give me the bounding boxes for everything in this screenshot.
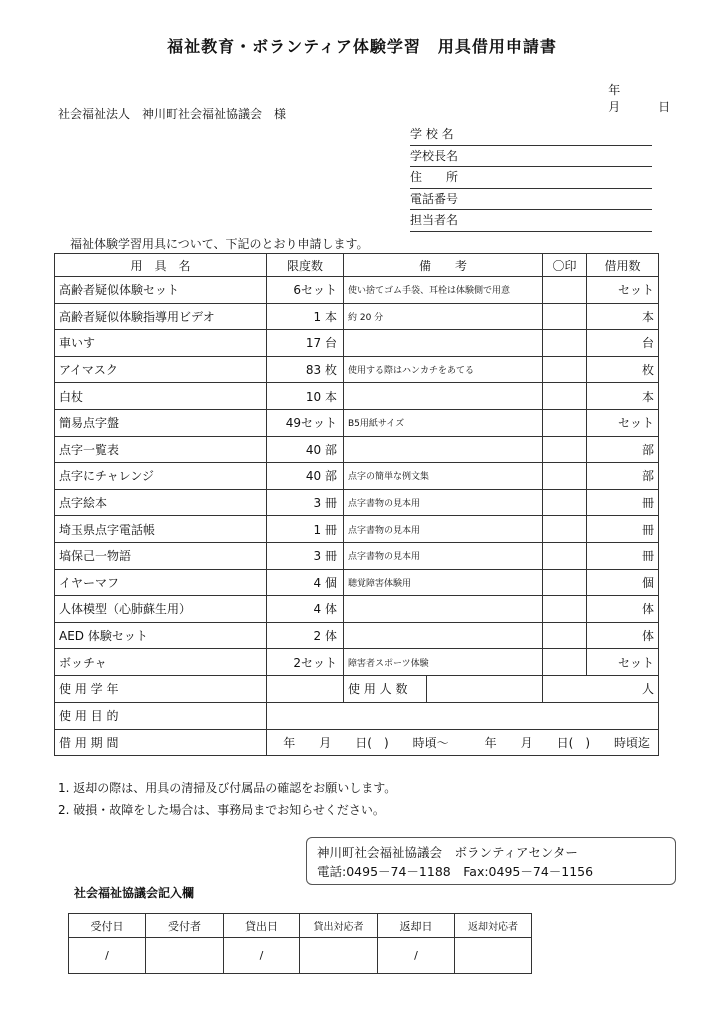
contact-org: 神川町社会福祉協議会 ボランティアセンター bbox=[317, 845, 578, 860]
item-name: 塙保己一物語 bbox=[55, 542, 267, 569]
date-day: 日 bbox=[658, 100, 671, 114]
people-label bbox=[344, 675, 543, 702]
office-lend-staff[interactable] bbox=[300, 938, 378, 974]
item-note bbox=[344, 330, 543, 357]
header-mark: 〇印 bbox=[543, 254, 587, 277]
item-note: 障害者スポーツ体験 bbox=[344, 649, 543, 676]
item-quantity-unit[interactable]: セット bbox=[587, 649, 659, 676]
item-limit: 1 冊 bbox=[267, 516, 344, 543]
item-note: B5用紙サイズ bbox=[344, 409, 543, 436]
principal-name-field[interactable]: 学校長名 bbox=[410, 146, 652, 168]
table-row bbox=[55, 330, 659, 357]
item-note bbox=[344, 383, 543, 410]
contact-phone: 電話:0495－74－1188 Fax:0495－74－1156 bbox=[317, 864, 594, 879]
table-row bbox=[55, 622, 659, 649]
header-item-name: 用 具 名 bbox=[55, 254, 267, 277]
item-limit: 2 体 bbox=[267, 622, 344, 649]
item-mark[interactable] bbox=[543, 330, 587, 357]
period-input[interactable]: 年 月 日( ) 時頃～ 年 月 日( ) 時頃迄 bbox=[267, 729, 659, 756]
item-limit: 4 体 bbox=[267, 596, 344, 623]
table-row bbox=[55, 596, 659, 623]
item-mark[interactable] bbox=[543, 596, 587, 623]
grade-input[interactable] bbox=[267, 675, 344, 702]
office-received-date[interactable]: / bbox=[69, 938, 146, 974]
item-name: 点字一覧表 bbox=[55, 436, 267, 463]
addressee: 社会福祉法人 神川町社会福祉協議会 様 bbox=[58, 107, 287, 121]
item-name: 高齢者疑似体験指導用ビデオ bbox=[55, 303, 267, 330]
item-limit: 10 本 bbox=[267, 383, 344, 410]
item-quantity-unit[interactable]: 部 bbox=[587, 463, 659, 490]
item-name: 埼玉県点字電話帳 bbox=[55, 516, 267, 543]
item-quantity-unit[interactable]: 枚 bbox=[587, 356, 659, 383]
item-limit: 40 部 bbox=[267, 463, 344, 490]
item-quantity-unit[interactable]: 冊 bbox=[587, 489, 659, 516]
school-name-field[interactable]: 学 校 名 bbox=[410, 124, 652, 146]
item-note: 使い捨てゴム手袋、耳栓は体験側で用意 bbox=[344, 277, 543, 304]
header-limit: 限度数 bbox=[267, 254, 344, 277]
item-mark[interactable] bbox=[543, 277, 587, 304]
contact-box bbox=[306, 837, 676, 885]
purpose-row bbox=[55, 702, 659, 729]
item-mark[interactable] bbox=[543, 463, 587, 490]
item-name: 高齢者疑似体験セット bbox=[55, 277, 267, 304]
item-limit: 83 枚 bbox=[267, 356, 344, 383]
table-row bbox=[55, 649, 659, 676]
item-note bbox=[344, 596, 543, 623]
item-quantity-unit[interactable]: セット bbox=[587, 277, 659, 304]
item-mark[interactable] bbox=[543, 436, 587, 463]
applicant-fields bbox=[410, 124, 652, 232]
item-quantity-unit[interactable]: 台 bbox=[587, 330, 659, 357]
item-name: アイマスク bbox=[55, 356, 267, 383]
item-name: 人体模型（心肺蘇生用） bbox=[55, 596, 267, 623]
item-limit: 2セット bbox=[267, 649, 344, 676]
date-year: 年 bbox=[608, 83, 621, 97]
item-mark[interactable] bbox=[543, 622, 587, 649]
item-limit: 3 冊 bbox=[267, 542, 344, 569]
item-limit: 40 部 bbox=[267, 436, 344, 463]
office-header-lend-staff: 貸出対応者 bbox=[300, 914, 378, 938]
table-row bbox=[55, 516, 659, 543]
equipment-table bbox=[54, 253, 659, 756]
office-section-title: 社会福祉協議会記入欄 bbox=[74, 886, 195, 900]
table-row bbox=[55, 383, 659, 410]
item-name: 白杖 bbox=[55, 383, 267, 410]
table-row bbox=[55, 489, 659, 516]
office-lend-date[interactable]: / bbox=[224, 938, 300, 974]
office-return-date[interactable]: / bbox=[378, 938, 455, 974]
date-month: 月 bbox=[608, 100, 621, 114]
item-mark[interactable] bbox=[543, 542, 587, 569]
item-mark[interactable] bbox=[543, 383, 587, 410]
intro-text: 福祉体験学習用具について、下記のとおり申請します。 bbox=[70, 237, 369, 251]
item-mark[interactable] bbox=[543, 303, 587, 330]
table-row bbox=[55, 569, 659, 596]
item-mark[interactable] bbox=[543, 649, 587, 676]
office-value-row bbox=[69, 938, 532, 974]
people-label-text: 使 用 人 数 bbox=[344, 676, 427, 702]
phone-field[interactable]: 電話番号 bbox=[410, 189, 652, 211]
item-limit: 6セット bbox=[267, 277, 344, 304]
notes bbox=[58, 777, 396, 821]
office-header-lend-date: 貸出日 bbox=[224, 914, 300, 938]
people-input[interactable] bbox=[427, 676, 542, 702]
item-limit: 49セット bbox=[267, 409, 344, 436]
purpose-label: 使 用 目 的 bbox=[55, 702, 267, 729]
table-row bbox=[55, 277, 659, 304]
item-note: 点字書物の見本用 bbox=[344, 489, 543, 516]
office-header-receiver: 受付者 bbox=[146, 914, 224, 938]
item-name: ボッチャ bbox=[55, 649, 267, 676]
item-name: 点字にチャレンジ bbox=[55, 463, 267, 490]
table-row bbox=[55, 303, 659, 330]
item-quantity-unit[interactable]: 体 bbox=[587, 622, 659, 649]
item-limit: 17 台 bbox=[267, 330, 344, 357]
item-note: 約 20 分 bbox=[344, 303, 543, 330]
header-quantity: 借用数 bbox=[587, 254, 659, 277]
table-row bbox=[55, 542, 659, 569]
note-return: 1. 返却の際は、用具の清掃及び付属品の確認をお願いします。 bbox=[58, 781, 397, 795]
grade-people-row bbox=[55, 675, 659, 702]
item-mark[interactable] bbox=[543, 489, 587, 516]
item-mark[interactable] bbox=[543, 569, 587, 596]
date-line bbox=[608, 81, 671, 115]
item-note: 聴覚障害体験用 bbox=[344, 569, 543, 596]
item-quantity-unit[interactable]: 体 bbox=[587, 596, 659, 623]
item-quantity-unit[interactable]: 本 bbox=[587, 303, 659, 330]
item-note: 使用する際はハンカチをあてる bbox=[344, 356, 543, 383]
office-header-row bbox=[69, 914, 532, 938]
item-name: イヤーマフ bbox=[55, 569, 267, 596]
item-quantity-unit[interactable]: 部 bbox=[587, 436, 659, 463]
item-limit: 4 個 bbox=[267, 569, 344, 596]
office-header-return-staff: 返却対応者 bbox=[455, 914, 532, 938]
office-header-received-date: 受付日 bbox=[69, 914, 146, 938]
item-mark[interactable] bbox=[543, 409, 587, 436]
item-note: 点字書物の見本用 bbox=[344, 542, 543, 569]
office-table bbox=[68, 913, 532, 974]
form-title: 福祉教育・ボランティア体験学習 用具借用申請書 bbox=[167, 37, 557, 56]
item-name: AED 体験セット bbox=[55, 622, 267, 649]
table-header-row bbox=[55, 254, 659, 277]
table-row bbox=[55, 436, 659, 463]
table-row bbox=[55, 463, 659, 490]
item-limit: 1 本 bbox=[267, 303, 344, 330]
people-unit[interactable]: 人 bbox=[543, 675, 659, 702]
contact-person-field[interactable]: 担当者名 bbox=[410, 210, 652, 232]
item-mark[interactable] bbox=[543, 516, 587, 543]
address-field[interactable]: 住 所 bbox=[410, 167, 652, 189]
office-receiver[interactable] bbox=[146, 938, 224, 974]
item-name: 車いす bbox=[55, 330, 267, 357]
period-row bbox=[55, 729, 659, 756]
item-note: 点字書物の見本用 bbox=[344, 516, 543, 543]
item-note bbox=[344, 436, 543, 463]
item-limit: 3 冊 bbox=[267, 489, 344, 516]
table-row bbox=[55, 409, 659, 436]
item-name: 簡易点字盤 bbox=[55, 409, 267, 436]
grade-label: 使 用 学 年 bbox=[55, 675, 267, 702]
office-return-staff[interactable] bbox=[455, 938, 532, 974]
note-damage: 2. 破損・故障をした場合は、事務局までお知らせください。 bbox=[58, 803, 385, 817]
item-quantity-unit[interactable]: 冊 bbox=[587, 516, 659, 543]
purpose-input[interactable] bbox=[267, 702, 659, 729]
office-header-return-date: 返却日 bbox=[378, 914, 455, 938]
item-name: 点字絵本 bbox=[55, 489, 267, 516]
item-quantity-unit[interactable]: 本 bbox=[587, 383, 659, 410]
item-quantity-unit[interactable]: 個 bbox=[587, 569, 659, 596]
table-row bbox=[55, 356, 659, 383]
item-note bbox=[344, 622, 543, 649]
period-label: 借 用 期 間 bbox=[55, 729, 267, 756]
item-quantity-unit[interactable]: 冊 bbox=[587, 542, 659, 569]
header-note: 備 考 bbox=[344, 254, 543, 277]
item-note: 点字の簡単な例文集 bbox=[344, 463, 543, 490]
item-quantity-unit[interactable]: セット bbox=[587, 409, 659, 436]
item-mark[interactable] bbox=[543, 356, 587, 383]
